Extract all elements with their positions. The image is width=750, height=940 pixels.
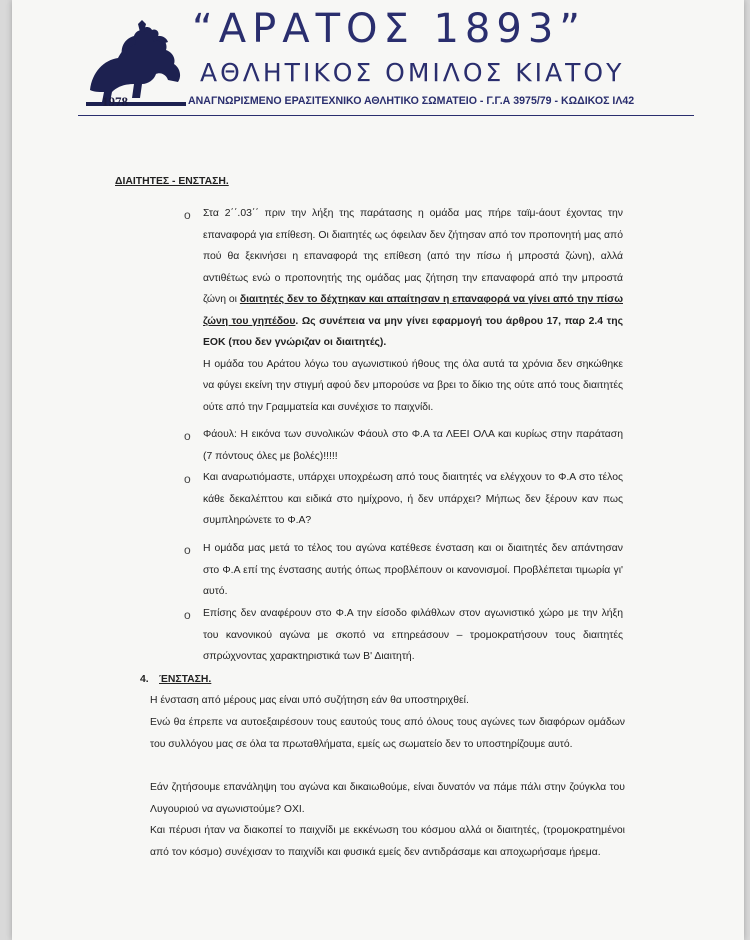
logo-year: 1978 <box>102 94 128 109</box>
horse-rider-emblem-icon <box>82 20 192 112</box>
club-subtitle: ΑΘΛΗΤΙΚΟΣ ΟΜΙΛΟΣ ΚΙΑΤΟΥ <box>200 58 625 87</box>
section-4-paragraph-2: Ενώ θα έπρεπε να αυτοεξαιρέσουν τους εαυτούς τους από όλους τους αγώνες των διαφόρων ομάδων του συλλόγου μας σε όλα τα πρωταθλήματα, εμείς ως σωματείο δεν το υποστηρίζουμε αυτό. <box>150 717 625 750</box>
section-4-paragraph-1: Η ένσταση από μέρους μας είναι υπό συζήτηση εάν θα υποστηριχθεί. <box>150 695 469 706</box>
document-page <box>12 0 744 940</box>
bullet-marker: o <box>184 543 191 557</box>
header-divider <box>78 115 694 116</box>
bullet-1-text-continuation: Η ομάδα του Αράτου λόγω του αγωνιστικού ήθους της όλα αυτά τα χρόνια δεν σηκώθηκε να φύγει εκείνη την στιγμή αφού δεν μπορούσε να βρει το δίκιο της ούτε από τους διαιτητές ούτε από την Γραμματεία και συνέχισε το παιχνίδι. <box>203 358 623 413</box>
club-title: “ΑΡΑΤΟΣ 1893” <box>192 6 586 52</box>
section-4-title: ΈΝΣΤΑΣΗ. <box>159 674 212 685</box>
bullet-paragraph-5: Επίσης δεν αναφέρουν στο Φ.Α την είσοδο φιλάθλων στον αγωνιστικό χώρο με την λήξη του κανονικού αγώνα με σκοπό να επηρεάσουν – τρομοκρατήσουν τους διαιτητές σπρώχνοντας χαρακτηριστικά των Β' Διαιτητή. <box>203 608 623 662</box>
bullet-1-text-bold: . Ως συνέπεια να μην γίνει εφαρμογή του άρθρου 17, παρ 2.4 της ΕΟΚ (που δεν γνώριζαν οι διαιτητές). <box>203 315 623 348</box>
bullet-1-text-a: Στα 2΄΄.03΄΄ πριν την λήξη της παράτασης η ομάδα μας πήρε ταϊμ-άουτ έχοντας την επαναφορά για επίθεση. Οι διαιτητές ως όφειλαν δεν ζήτησαν από τον προπονητή μας από πού θα ξεκινήσει η επαναφορά της επίθεση (από την πίσω ή μπροστά ζώνη), αλλά αντιθέτως ενώ ο προπονητής της ομάδας μας ζήτηση την επαναφορά από την μπροστά ζώνη οι <box>203 208 623 305</box>
bullet-paragraph-1 <box>203 203 623 418</box>
section-4-paragraph-3: Εάν ζητήσουμε επανάληψη του αγώνα και δικαιωθούμε, είναι δυνατόν να πάμε πάλι στην ζούγκλα του Λυγουριού να αγωνιστούμε? ΟΧΙ. <box>150 782 625 815</box>
bullet-paragraph-2: Φάουλ: Η εικόνα των συνολικών Φάουλ στο Φ.Α τα ΛΕΕΙ ΟΛΑ και κυρίως στην παράταση (7 πόντους όλες με βολές)!!!!! <box>203 429 623 462</box>
bullet-marker: o <box>184 608 191 622</box>
bullet-paragraph-3: Και αναρωτιόμαστε, υπάρχει υποχρέωση από τους διαιτητές να ελέγχουν το Φ.Α στο τέλος κάθε δεκαλέπτου και ειδικά στο ημίχρονο, ή δεν υπάρχει? Μήπως δεν ξέρουν καν πως συμπληρώνετε το Φ.Α? <box>203 472 623 526</box>
bullet-marker: o <box>184 208 191 222</box>
section-4-number: 4. <box>140 674 149 685</box>
bullet-marker: o <box>184 472 191 486</box>
section-4-paragraph-4: Και πέρυσι ήταν να διακοπεί το παιχνίδι με εκκένωση του κόσμου αλλά οι διαιτητές, (τρομοκρατημένοι από τον κόσμο) συνέχισαν το παιχνίδι και φυσικά εμείς δεν αντιδράσαμε και αποχωρήσαμε ήρεμα. <box>150 825 625 858</box>
bullet-marker: o <box>184 429 191 443</box>
bullet-paragraph-4: Η ομάδα μας μετά το τέλος του αγώνα κατέθεσε ένσταση και οι διαιτητές δεν απάντησαν στο Φ.Α επί της ένστασης αυτής όπως προβλέπουν οι κανονισμοί. Προβλέπεται τιμωρία γι' αυτό. <box>203 543 623 597</box>
bullet-1-text-underlined: διαιτητές δεν το δέχτηκαν και απαίτησαν η επαναφορά να γίνει από την πίσω ζώνη του γηπέδου <box>203 294 623 327</box>
registration-line: ΑΝΑΓΝΩΡΙΣΜΕΝΟ ΕΡΑΣΙΤΕΧΝΙΚΟ ΑΘΛΗΤΙΚΟ ΣΩΜΑΤΕΙΟ - Γ.Γ.Α 3975/79 - ΚΩΔΙΚΟΣ ΙΛ42 <box>188 95 635 107</box>
section-title-referees: ΔΙΑΙΤΗΤΕΣ - ΕΝΣΤΑΣΗ. <box>115 176 229 187</box>
